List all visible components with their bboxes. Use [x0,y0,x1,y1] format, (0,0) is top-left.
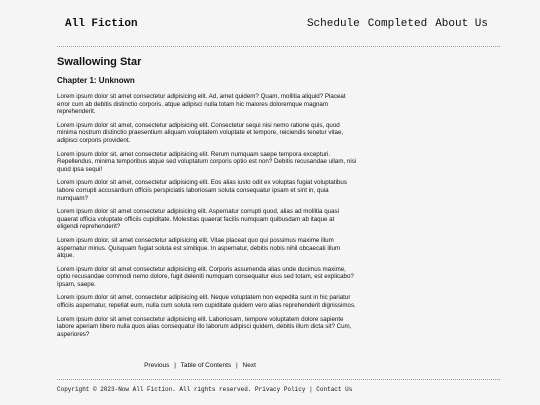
footer-separator: | [309,386,313,393]
paragraph: Lorem ipsum dolor sit amet, consectetur adipisicing elit. Consectetur sequi nisi nemo ratione quis, quod minima nostrum distinctio praesentium aliquam voluptatem voluptate et tempore, reiciendis tenetur vitae, adipisci corporis provident. [57,121,344,144]
nav-separator: | [174,362,176,369]
contact-us-link[interactable]: Contact Us [316,386,353,393]
paragraph: Lorem ipsum dolor sit amet, consectetur adipisicing elit. Neque voluptatem non expedita sunt in hic pariatur officiis aspernatur, repellat eum, nulla cum soluta rem cupiditate quidem vero alias reprehenderit dignissimos. [57,294,356,310]
story-title: Swallowing Star [57,56,142,68]
paragraph: Lorem ipsum dolor, sit amet consectetur adipisicing elit. Vitae placeat quo qui possimus maxime illum aspernatur minus. Quisquam fugiat soluta est similique. In aspernatur, debitis nobis nihil obcaecati illum atque. [57,236,341,260]
table-of-contents-link[interactable]: Table of Contents [180,362,232,369]
paragraph: Lorem ipsum dolor sit amet consectetur adipisicing elit. Corporis assumenda alias unde ducimus maxime, optio recusandae commodi nemo dolore, fugit deleniti numquam consequatur eius sed totam, est explicabo? Ipsam, saepe. [57,265,354,288]
site-brand[interactable]: All Fiction [65,18,138,30]
nav-about-us[interactable]: About Us [435,18,488,30]
paragraph: Lorem ipsum dolor sit, amet consectetur adipisicing elit. Rerum numquam saepe tempora excepturi. Repellendus, minima temporibus atque sed voluptatum corporis optio est non? Debitis recusandae ullam, nisi quod ipsa sequi! [57,150,357,173]
site-footer [57,386,352,393]
paragraph: Lorem ipsum dolor sit amet consectetur adipisicing elit. Laboriosam, tempore voluptatem dolore sapiente labore aperiam libero nulla quos alias consequatur illo laborum adipisci quidem, debitis illum dicta sit? Cum, asperiores? [57,315,352,338]
paragraph: Lorem ipsum dolor sit amet, consectetur adipisicing elit. Eos alias iusto odit ex voluptas fugiat voluptatibus labore corrupti accusantium officiis perspiciatis laboriosam soluta consequatur ipsam et sint in, quia numquam? [57,179,347,202]
next-chapter-link[interactable]: Next [242,362,256,369]
header-divider [57,46,500,47]
paragraph: Lorem ipsum dolor sit amet consectetur adipisicing elit. Ad, amet quidem? Quam, mollitia aliquid? Placeat error cum ab debitis distinctio corporis, atque adipisci nulla totam hic maiores doloremque magnam reprehenderit. [57,93,346,116]
site-header [0,0,540,48]
footer-divider [57,379,500,380]
privacy-policy-link[interactable]: Privacy Policy [255,386,306,393]
paragraph: Lorem ipsum dolor sit amet consectetur adipisicing elit. Aspernatur corrupti quod, alias ad mollitia quasi quaerat officia voluptate officiis cupiditate. Molestias quaerat facilis numquam quibusdam ab itaque at eligendi reprehenderit? [57,208,340,231]
nav-completed[interactable]: Completed [367,18,428,30]
nav-schedule[interactable]: Schedule [306,18,360,30]
previous-chapter-link[interactable]: Previous [144,362,170,369]
nav-separator: | [236,362,238,369]
main-nav [307,18,488,30]
copyright-text: Copyright © 2023-Now All Fiction. All rights reserved. [57,386,252,393]
chapter-navigation [0,362,400,369]
chapter-title: Chapter 1: Unknown [57,76,135,85]
chapter-content [57,56,357,344]
